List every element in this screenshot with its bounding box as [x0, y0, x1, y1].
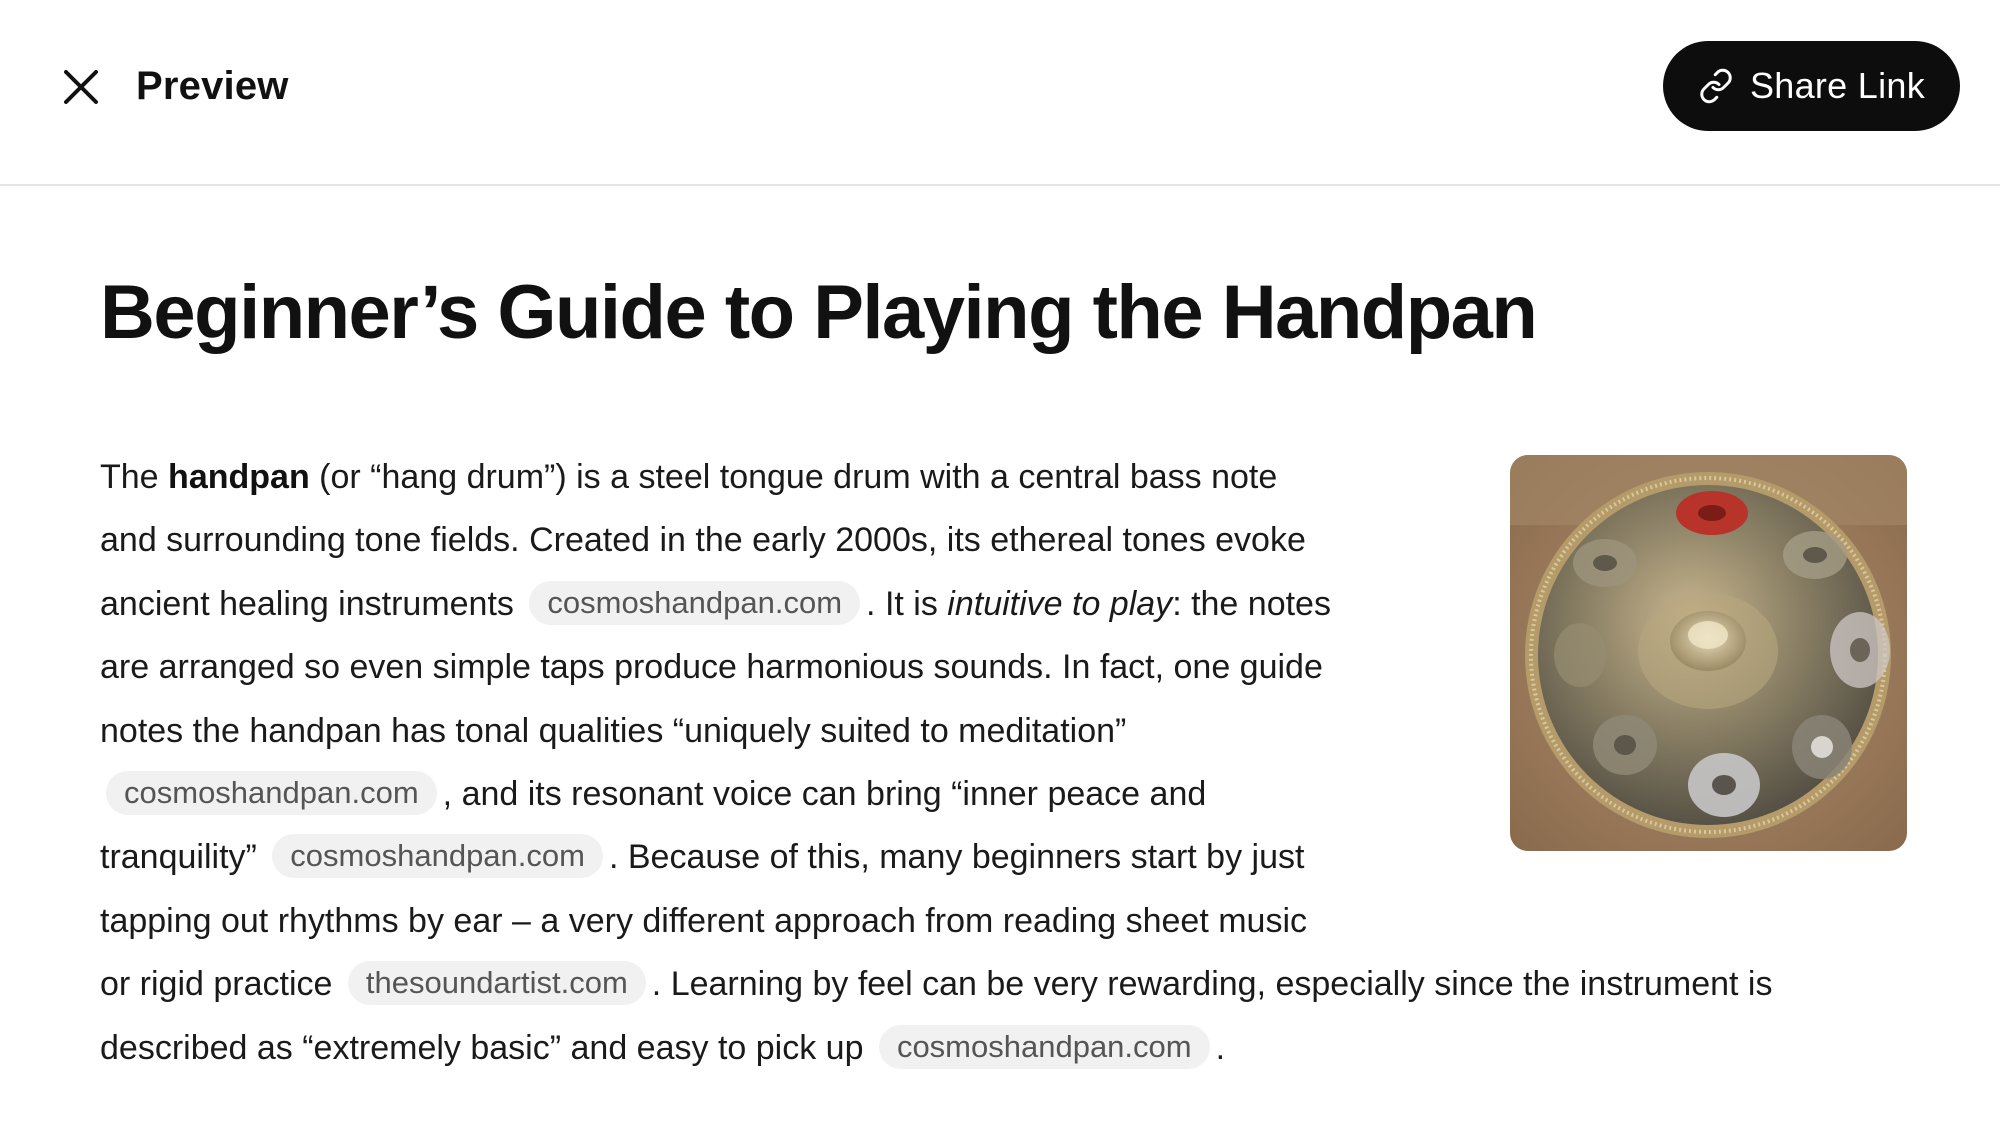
citation-link[interactable]: cosmoshandpan.com [272, 834, 603, 878]
text-segment: : the notes [1172, 584, 1331, 623]
text-segment: . Because of this, many beginners start by just [608, 838, 1305, 877]
text-line [100, 890, 1908, 953]
text-segment: described as “extremely basic” and easy to pick up [100, 1028, 864, 1067]
text-segment: tapping out rhythms by ear – a very different approach from reading sheet music [100, 901, 1308, 940]
preview-title: Preview [136, 64, 289, 108]
article-title: Beginner’s Guide to Playing the Handpan [100, 270, 1537, 355]
share-link-label: Share Link [1749, 65, 1926, 106]
text-segment: or rigid practice [100, 965, 333, 1004]
text-line [100, 700, 1908, 763]
citation-link[interactable]: cosmoshandpan.com [529, 581, 860, 625]
text-line [100, 826, 1908, 889]
share-link-button[interactable] [1663, 41, 1960, 131]
citation-link[interactable]: cosmoshandpan.com [879, 1025, 1210, 1069]
top-bar [0, 0, 2000, 186]
text-line [100, 953, 1908, 1016]
text-segment: are arranged so even simple taps produce harmonious sounds. In fact, one guide [100, 648, 1323, 687]
close-button[interactable] [60, 66, 102, 108]
text-segment: The [100, 458, 169, 496]
link-icon [1698, 68, 1734, 104]
text-line [100, 446, 1908, 509]
text-segment: . It is [866, 584, 948, 623]
text-segment: , and its resonant voice can bring “inner peace and [442, 774, 1207, 813]
text-line [100, 763, 1908, 826]
text-segment: ancient healing instruments [100, 584, 514, 623]
text-line [100, 509, 1908, 572]
text-line [100, 1017, 1908, 1080]
text-segment: and surrounding tone fields. Created in the early 2000s, its ethereal tones evoke [100, 521, 1306, 560]
text-segment: notes the handpan has tonal qualities “uniquely suited to meditation” [100, 711, 1127, 750]
text-segment: tranquility” [100, 838, 257, 877]
bold-term: handpan [168, 458, 310, 496]
article-body [100, 446, 1908, 1080]
text-line [100, 636, 1908, 699]
text-segment: . Learning by feel can be very rewarding, especially since the instrument is [651, 965, 1773, 1004]
citation-link[interactable]: cosmoshandpan.com [106, 771, 437, 815]
text-line [100, 573, 1908, 636]
citation-link[interactable]: thesoundartist.com [348, 961, 646, 1005]
close-icon [60, 66, 102, 108]
text-segment: (or “hang drum”) is a steel tongue drum with a central bass note [309, 458, 1278, 496]
text-segment: . [1215, 1028, 1226, 1067]
italic-term: intuitive to play [947, 584, 1173, 623]
